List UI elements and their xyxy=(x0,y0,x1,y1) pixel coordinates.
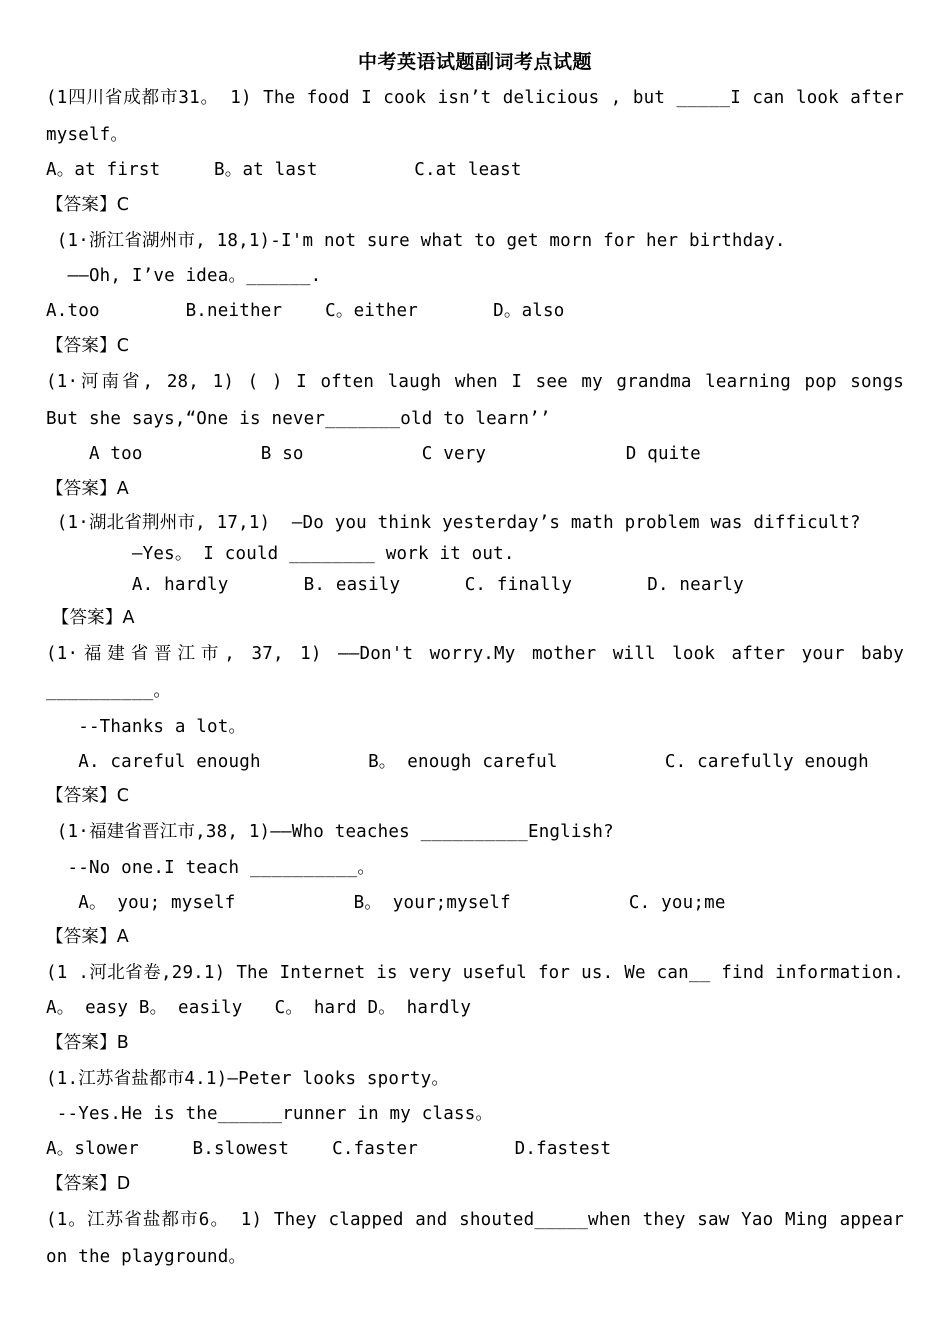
answer-5: 【答案】C xyxy=(46,786,130,806)
question-2-options: A.too B.neither C。either D。also xyxy=(46,301,565,321)
question-4-line-1: (1·湖北省荆州市, 17,1) —Do you think yesterday’s math problem was difficult? xyxy=(46,513,861,533)
question-5-line-3: --Thanks a lot。 xyxy=(46,717,247,737)
question-5-line-1: (1·福建省晋江市, 37, 1) ——Don't worry.My mother will look after your baby xyxy=(46,644,904,664)
question-4-line-2: —Yes。 I could ________ work it out. xyxy=(46,544,515,564)
answer-3: 【答案】A xyxy=(46,479,129,499)
answer-7: 【答案】B xyxy=(46,1033,130,1053)
question-3-options: A too B so C very D quite xyxy=(46,444,701,464)
answer-1: 【答案】C xyxy=(46,195,130,215)
question-7-line-1: (1 .河北省卷,29.1) The Internet is very useful for us. We can__ find information. xyxy=(46,963,904,983)
question-4-options: A. hardly B. easily C. finally D. nearly xyxy=(46,575,744,595)
question-2-line-1: (1·浙江省湖州市, 18,1)-I'm not sure what to get morn for her birthday. xyxy=(46,231,786,251)
question-8-line-1: (1.江苏省盐都市4.1)—Peter looks sporty。 xyxy=(46,1069,450,1089)
question-6-options: A。 you; myself B。 your;myself C. you;me xyxy=(46,893,726,913)
question-9-line-2: on the playground。 xyxy=(46,1247,247,1267)
question-6-line-2: --No one.I teach __________。 xyxy=(46,858,376,878)
answer-2: 【答案】C xyxy=(46,336,130,356)
question-8-line-2: --Yes.He is the______runner in my class。 xyxy=(46,1104,494,1124)
question-1-line-1: (1四川省成都市31。 1) The food I cook isn’t delicious , but _____I can look after xyxy=(46,88,904,108)
answer-8: 【答案】D xyxy=(46,1174,131,1194)
answer-6: 【答案】A xyxy=(46,927,129,947)
question-6-line-1: (1·福建省晋江市,38, 1)——Who teaches __________English? xyxy=(46,822,614,842)
question-1-options: A。at first B。at last C.at least xyxy=(46,160,522,180)
question-3-line-2: But she says,“One is never_______old to learn’’ xyxy=(46,409,551,429)
question-5-options: A. careful enough B。 enough careful C. carefully enough xyxy=(46,752,869,772)
question-5-line-2: __________。 xyxy=(46,681,172,701)
question-7-options: A。 easy B。 easily C。 hard D。 hardly xyxy=(46,998,472,1018)
page-title: 中考英语试题副词考点试题 xyxy=(357,51,592,73)
answer-4: 【答案】A xyxy=(46,608,135,628)
question-8-options: A。slower B.slowest C.faster D.fastest xyxy=(46,1139,612,1159)
question-1-line-2: myself。 xyxy=(46,125,129,145)
question-9-line-1: (1。江苏省盐都市6。 1) They clapped and shouted_____when they saw Yao Ming appear xyxy=(46,1210,904,1230)
question-3-line-1: (1·河南省, 28, 1) ( ) I often laugh when I see my grandma learning pop songs xyxy=(46,372,904,392)
question-2-line-2: ——Oh, I’ve idea。______. xyxy=(46,266,322,286)
